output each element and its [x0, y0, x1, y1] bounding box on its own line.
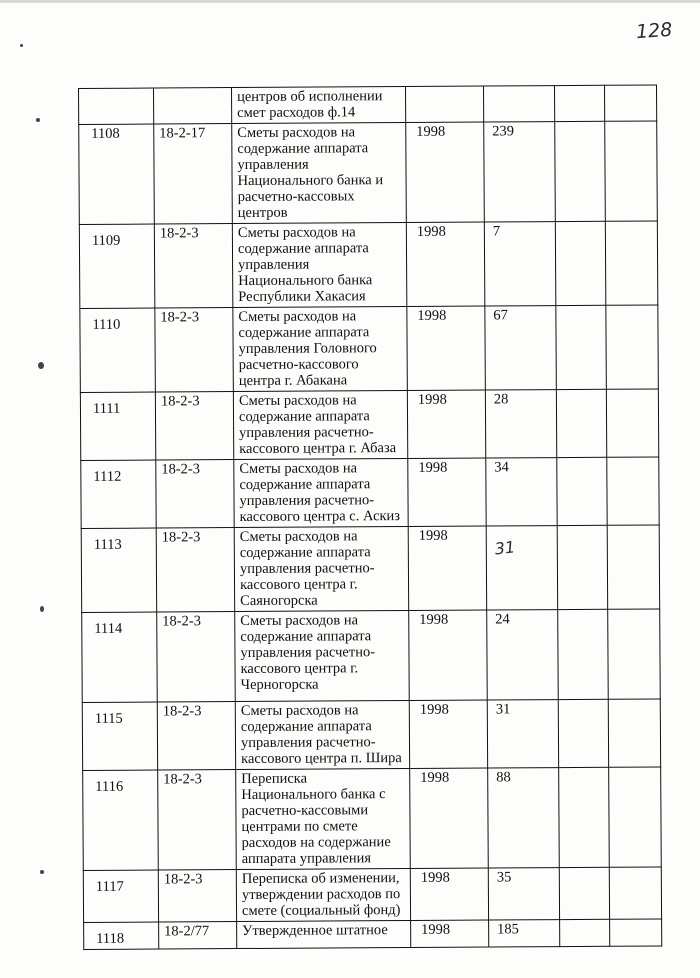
year-text: 1998	[417, 391, 447, 408]
scan-speck	[20, 44, 23, 47]
sheet-count-text: 35	[496, 869, 512, 886]
sheet-count-cell	[489, 920, 560, 947]
file-index-cell	[154, 224, 233, 308]
empty-cell	[607, 525, 660, 609]
file-title-text: Утвержденное штатное	[242, 922, 388, 940]
sheet-count-cell	[487, 700, 558, 768]
empty-cell	[557, 457, 607, 525]
file-index-text: 18-2/77	[164, 923, 210, 940]
table-row	[81, 457, 659, 529]
scan-speck	[38, 362, 44, 369]
page-number: 128	[635, 18, 673, 44]
empty-cell	[558, 699, 608, 767]
year-cell	[409, 700, 487, 768]
year-cell	[410, 868, 488, 920]
file-title-cell	[232, 222, 407, 307]
year-text: 1998	[416, 223, 446, 240]
item-number-text: 1111	[92, 400, 121, 417]
table-row	[83, 867, 661, 923]
file-title-text: Сметы расходов на содержание аппарата управления расчетно-кассового центра г. Абаза	[238, 392, 397, 458]
file-index-text: 18-2-3	[162, 613, 201, 630]
sheet-count-cell	[487, 610, 559, 700]
year-cell	[406, 222, 485, 306]
empty-cell	[609, 767, 662, 867]
sheet-count-cell	[484, 122, 556, 222]
file-title-text: центров об исполнении смет расходов ф.14	[237, 88, 383, 122]
sheet-count-cell	[483, 86, 554, 122]
file-title-cell	[232, 122, 407, 223]
file-index-text: 18-2-3	[159, 225, 199, 242]
empty-cell	[558, 609, 609, 699]
file-index-text: 18-2-3	[160, 393, 200, 410]
table-row	[82, 699, 660, 771]
empty-cell	[555, 121, 606, 221]
year-text: 1998	[420, 869, 450, 886]
year-text: 1998	[420, 769, 450, 786]
year-cell	[407, 306, 486, 390]
table-row	[80, 389, 658, 461]
empty-cell	[605, 121, 658, 221]
table-row	[84, 919, 662, 950]
file-title-text: Сметы расходов на содержание аппарата управления расчетно-кассового центра г. Саяногорска	[239, 528, 375, 610]
year-cell	[409, 610, 488, 700]
sheet-count-text: 24	[495, 611, 510, 628]
item-number-cell	[83, 770, 159, 870]
item-number-cell	[80, 392, 155, 460]
sheet-count-cell	[484, 222, 556, 306]
item-number-cell	[84, 922, 159, 949]
item-number-cell	[81, 460, 156, 528]
year-text: 1998	[417, 307, 447, 324]
empty-cell	[605, 221, 658, 305]
empty-cell	[556, 305, 607, 389]
empty-cell	[555, 221, 606, 305]
empty-cell	[608, 609, 661, 699]
empty-cell	[606, 305, 659, 389]
file-index-cell	[159, 922, 237, 949]
item-number-text: 1108	[91, 125, 120, 142]
file-title-text: Переписка Национального банка с расчетно-кассовыми центрами по смете расходов на содержание аппарата управления	[241, 770, 391, 868]
file-title-text: Сметы расходов на содержание аппарата управления расчетно-кассового центра п. Шира	[240, 702, 402, 768]
table-row	[79, 121, 658, 225]
empty-cell	[554, 85, 604, 121]
item-number-text: 1112	[93, 468, 122, 485]
file-index-cell	[156, 460, 234, 528]
file-title-text: Сметы расходов на содержание аппарата управления расчетно-кассового центра с. Аскиз	[239, 460, 401, 526]
file-index-cell	[154, 88, 232, 124]
file-index-cell	[155, 392, 233, 460]
item-number-cell	[81, 528, 157, 612]
sheet-count-cell	[485, 390, 556, 458]
empty-cell	[557, 525, 608, 609]
file-index-text: 18-2-3	[161, 529, 201, 546]
file-index-cell	[158, 870, 236, 922]
year-cell	[405, 86, 483, 122]
sheet-count-cell	[486, 526, 558, 610]
year-cell	[410, 768, 489, 868]
year-text: 1998	[419, 701, 449, 718]
file-title-text: Сметы расходов на содержание аппарата управления Национального банка и расчетно-кассовых центров	[237, 124, 384, 222]
file-index-cell	[155, 308, 234, 392]
year-text: 1998	[421, 921, 451, 938]
file-title-cell	[236, 868, 410, 921]
item-number-cell	[80, 308, 156, 392]
file-title-cell	[237, 920, 411, 948]
file-title-cell	[234, 526, 409, 611]
year-text: 1998	[418, 527, 448, 544]
file-index-cell	[158, 770, 237, 870]
sheet-count-cell	[488, 868, 559, 920]
item-number-cell	[79, 88, 154, 124]
sheet-count-text: 239	[492, 123, 515, 140]
file-index-text: 18-2-3	[162, 703, 202, 720]
file-title-cell	[234, 458, 408, 527]
empty-cell	[610, 919, 662, 946]
sheet-count-text: 31	[493, 537, 517, 559]
empty-cell	[608, 699, 660, 767]
file-title-text: Сметы расходов на содержание аппарата управления Национального банка Республики Хакасия	[237, 224, 373, 306]
file-title-cell	[235, 700, 409, 769]
item-number-text: 1115	[94, 710, 123, 727]
table-row	[82, 609, 661, 703]
year-text: 1998	[419, 611, 449, 628]
file-title-cell	[236, 768, 411, 869]
item-number-text: 1118	[96, 930, 125, 947]
year-cell	[408, 458, 486, 526]
sheet-count-text: 67	[493, 307, 508, 324]
table-row	[81, 525, 660, 613]
year-cell	[406, 122, 485, 222]
scan-speck	[40, 606, 44, 612]
sheet-count-text: 28	[493, 391, 509, 408]
sheet-count-text: 7	[492, 223, 501, 240]
item-number-text: 1116	[95, 778, 124, 795]
item-number-text: 1109	[91, 232, 121, 249]
table-row	[80, 305, 659, 393]
file-index-text: 18-2-3	[160, 309, 200, 326]
file-title-cell	[233, 306, 408, 391]
sheet-count-cell	[488, 768, 560, 868]
item-number-cell	[83, 870, 158, 922]
table-row	[79, 221, 658, 309]
item-number-cell	[82, 612, 158, 702]
item-number-text: 1110	[92, 316, 121, 333]
item-number-text: 1113	[93, 536, 122, 553]
file-index-text: 18-2-3	[161, 461, 201, 478]
inventory-table	[78, 84, 662, 950]
sheet-count-cell	[485, 306, 557, 390]
empty-cell	[606, 389, 658, 457]
empty-cell	[559, 867, 609, 919]
item-number-cell	[82, 702, 157, 770]
file-title-cell	[233, 390, 407, 459]
empty-cell	[604, 85, 656, 121]
year-text: 1998	[418, 459, 448, 476]
file-title-cell	[232, 86, 406, 123]
file-index-text: 18-2-17	[159, 125, 206, 142]
file-index-text: 18-2-3	[163, 771, 202, 788]
sheet-count-cell	[486, 458, 557, 526]
year-cell	[411, 920, 489, 947]
year-cell	[407, 390, 485, 458]
file-index-cell	[157, 612, 236, 702]
table-row	[83, 767, 662, 871]
file-index-cell	[156, 528, 235, 612]
file-index-cell	[157, 702, 235, 770]
sheet-count-text: 185	[497, 921, 519, 938]
file-title-text: Сметы расходов на содержание аппарата управления расчетно-кассового центра г. Черногорска	[240, 612, 376, 694]
file-index-text: 18-2-3	[163, 871, 203, 888]
file-title-text: Переписка об изменении, утверждении расходов по смете (социальный фонд)	[241, 870, 401, 920]
file-index-cell	[154, 124, 233, 224]
sheet-count-text: 31	[495, 701, 511, 718]
empty-cell	[556, 389, 606, 457]
empty-cell	[609, 867, 661, 919]
file-title-cell	[235, 610, 410, 701]
item-number-cell	[79, 124, 155, 224]
empty-cell	[607, 457, 659, 525]
year-text: 1998	[416, 123, 446, 140]
scan-speck	[36, 118, 40, 122]
scan-speck	[40, 870, 44, 874]
empty-cell	[560, 919, 610, 946]
sheet-count-text: 34	[494, 459, 509, 476]
scan-top-edge	[0, 0, 700, 3]
table-row	[79, 85, 657, 125]
file-title-text: Сметы расходов на содержание аппарата управления Головного расчетно-кассового центра г. Абакана	[238, 308, 377, 390]
item-number-text: 1117	[95, 878, 124, 895]
year-cell	[408, 526, 487, 610]
item-number-text: 1114	[94, 620, 123, 637]
empty-cell	[559, 767, 610, 867]
sheet-count-text: 88	[496, 769, 511, 786]
item-number-cell	[79, 224, 155, 308]
